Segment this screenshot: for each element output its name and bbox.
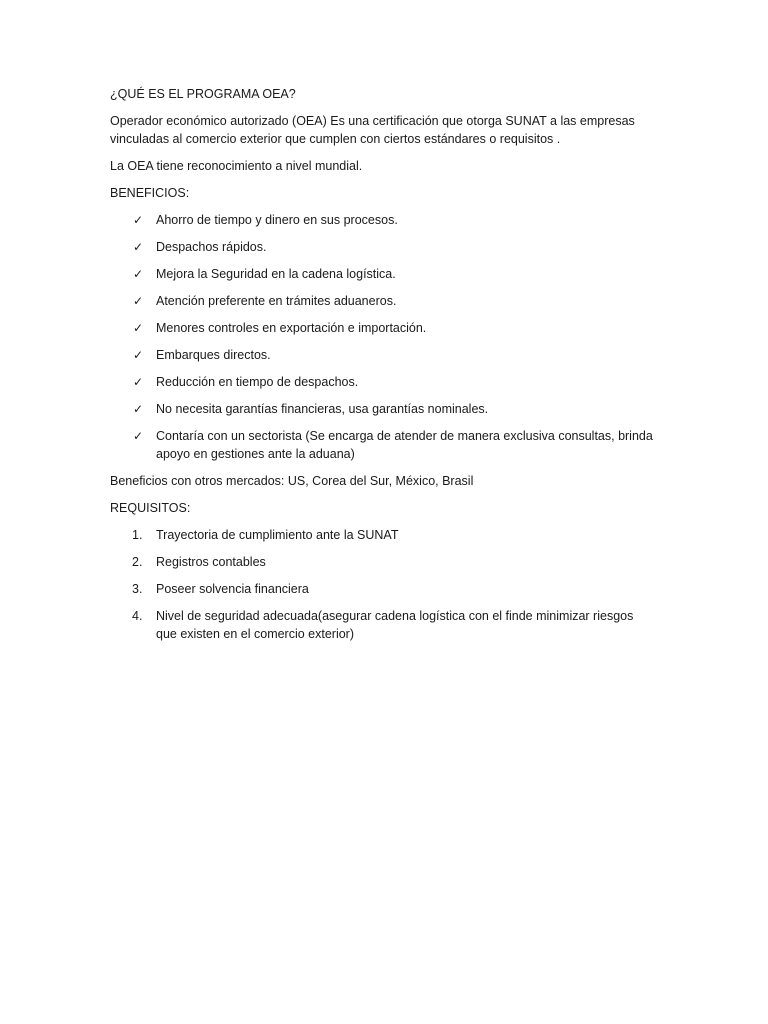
recognition-paragraph: La OEA tiene reconocimiento a nivel mundial. [110,159,363,173]
benefit-text: No necesita garantías financieras, usa garantías nominales. [156,402,489,416]
list-item [110,373,655,391]
benefits-heading: BENEFICIOS: [110,186,190,200]
list-item [110,346,655,364]
benefit-text: Reducción en tiempo de despachos. [156,375,359,389]
list-number: 3. [132,582,143,596]
checkmark-icon: ✓ [133,321,144,335]
benefit-text: Atención preferente en trámites aduaneros. [156,294,397,308]
other-markets-paragraph: Beneficios con otros mercados: US, Corea del Sur, México, Brasil [110,474,474,488]
list-item [110,292,655,310]
benefit-text: Ahorro de tiempo y dinero en sus procesos. [156,213,398,227]
checkmark-icon: ✓ [133,267,144,281]
benefit-text: Menores controles en exportación e importación. [156,321,427,335]
list-number: 1. [132,528,143,542]
benefit-text: Mejora la Seguridad en la cadena logística. [156,267,396,281]
requirement-text: Trayectoria de cumplimiento ante la SUNAT [156,528,399,542]
requirements-heading: REQUISITOS: [110,501,191,515]
list-item [110,400,655,418]
document-body [110,85,655,652]
document-title: ¿QUÉ ES EL PROGRAMA OEA? [110,87,296,101]
benefit-text: Despachos rápidos. [156,240,267,254]
requirement-text: Nivel de seguridad adecuada(asegurar cadena logística con el finde minimizar riesgos que existen en el comercio exterior) [156,609,634,641]
benefit-text: Embarques directos. [156,348,271,362]
requirement-text: Registros contables [156,555,266,569]
list-item [110,319,655,337]
benefits-list [110,211,655,463]
list-item [110,580,655,598]
checkmark-icon: ✓ [133,348,144,362]
list-item [110,211,655,229]
checkmark-icon: ✓ [133,294,144,308]
list-item [110,607,655,643]
list-item [110,265,655,283]
checkmark-icon: ✓ [133,375,144,389]
list-item [110,553,655,571]
list-number: 4. [132,609,143,623]
list-number: 2. [132,555,143,569]
checkmark-icon: ✓ [133,402,144,416]
requirement-text: Poseer solvencia financiera [156,582,309,596]
benefit-text: Contaría con un sectorista (Se encarga de atender de manera exclusiva consultas, brinda apoyo en gestiones ante la aduana) [156,429,653,461]
checkmark-icon: ✓ [133,240,144,254]
list-item [110,526,655,544]
checkmark-icon: ✓ [133,213,144,227]
intro-paragraph: Operador económico autorizado (OEA) Es una certificación que otorga SUNAT a las empresas vinculadas al comercio exterior que cumplen con ciertos estándares o requisitos . [110,114,635,146]
requirements-list [110,526,655,643]
list-item [110,427,655,463]
checkmark-icon: ✓ [133,429,144,443]
list-item [110,238,655,256]
